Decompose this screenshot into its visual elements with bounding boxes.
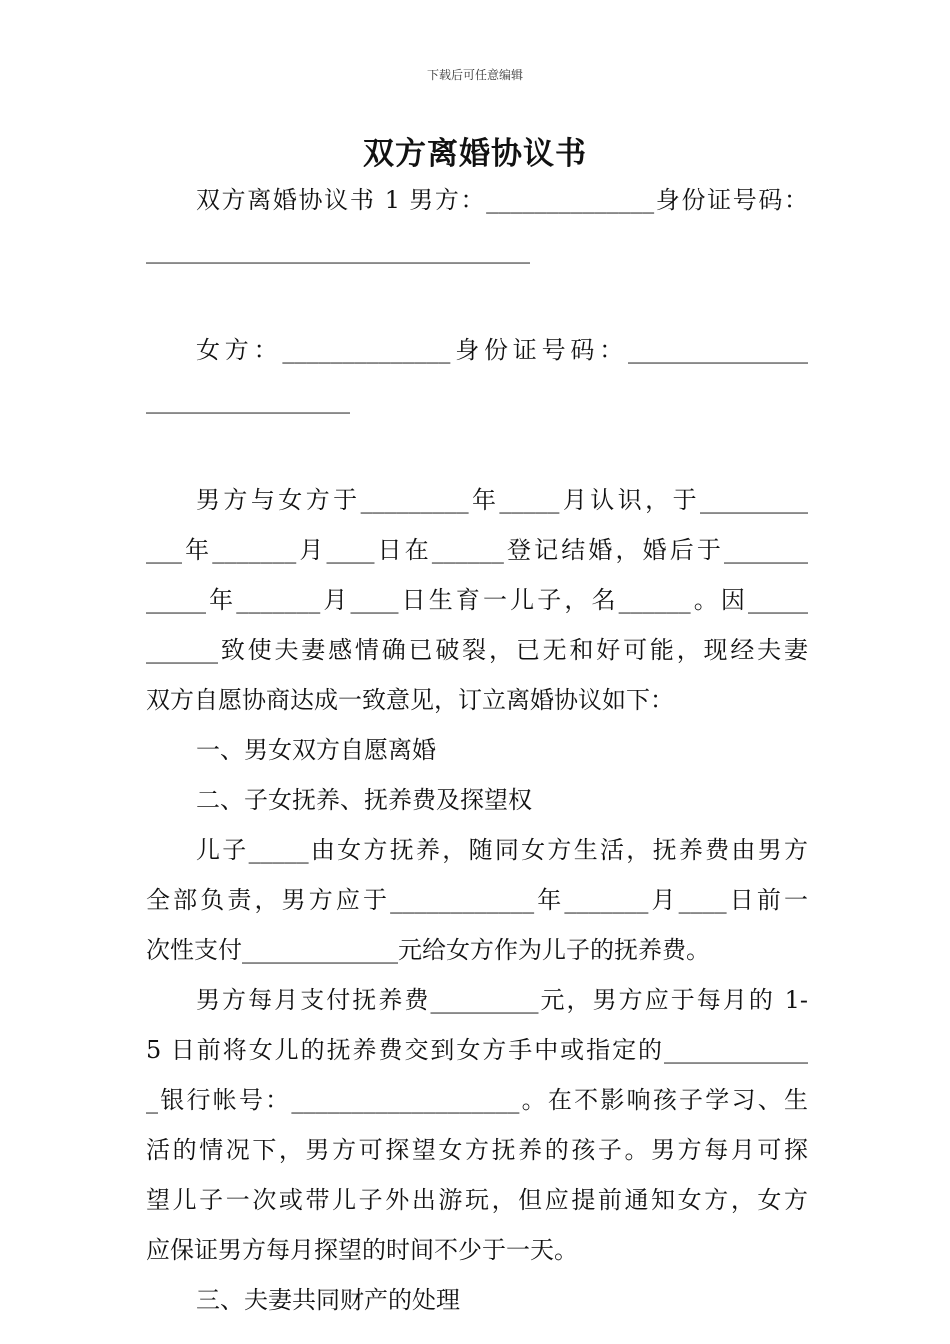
paragraph-gap <box>146 425 808 475</box>
paragraph-gap <box>146 275 808 325</box>
paragraph-line: 次性支付_____________元给女方作为儿子的抚养费。 <box>146 936 710 964</box>
paragraph-line: 5 日前将女儿的抚养费交到女方手中或指定的____________ <box>146 1036 808 1064</box>
paragraph-line: 应保证男方每月探望的时间不少于一天。 <box>146 1236 578 1264</box>
document-title: 双方离婚协议书 <box>363 136 587 172</box>
section-heading: 二、子女抚养、抚养费及探望权 <box>196 786 532 814</box>
paragraph-line: 儿子_____由女方抚养，随同女方生活，抚养费由男方 <box>196 836 808 864</box>
paragraph-line: 活的情况下，男方可探望女方抚养的孩子。男方每月可探 <box>146 1136 808 1164</box>
section-heading: 三、夫妻共同财产的处理 <box>196 1286 460 1314</box>
paragraph-line: _____年_______月____日生育一儿子，名______。因_____ <box>146 586 808 614</box>
paragraph-line: 女方：______________身份证号码：_______________ <box>196 336 808 364</box>
header-note: 下载后可任意编辑 <box>426 68 523 82</box>
paragraph-line: 男方每月支付抚养费_________元，男方应于每月的 1- <box>196 986 808 1014</box>
paragraph-line: ________________________________ <box>146 236 530 264</box>
paragraph-line: 男方与女方于_________年_____月认识，于_________ <box>196 486 808 514</box>
paragraph-line: 全部负责，男方应于____________年_______月____日前一 <box>146 886 808 914</box>
paragraph-line: 双方自愿协商达成一致意见，订立离婚协议如下： <box>146 686 674 714</box>
paragraph-line: _________________ <box>146 386 350 414</box>
paragraph-line: ___年_______月____日在______登记结婚，婚后于_______ <box>146 536 808 564</box>
section-heading: 一、男女双方自愿离婚 <box>196 736 436 764</box>
paragraph-line: 双方离婚协议书 1 男方：______________身份证号码： <box>196 186 808 214</box>
paragraph-line: _银行帐号：___________________。在不影响孩子学习、生 <box>146 1086 808 1114</box>
document-body <box>146 175 808 1325</box>
paragraph-line: 望儿子一次或带儿子外出游玩，但应提前通知女方，女方 <box>146 1186 808 1214</box>
paragraph-line: ______致使夫妻感情确已破裂，已无和好可能，现经夫妻 <box>146 636 808 664</box>
